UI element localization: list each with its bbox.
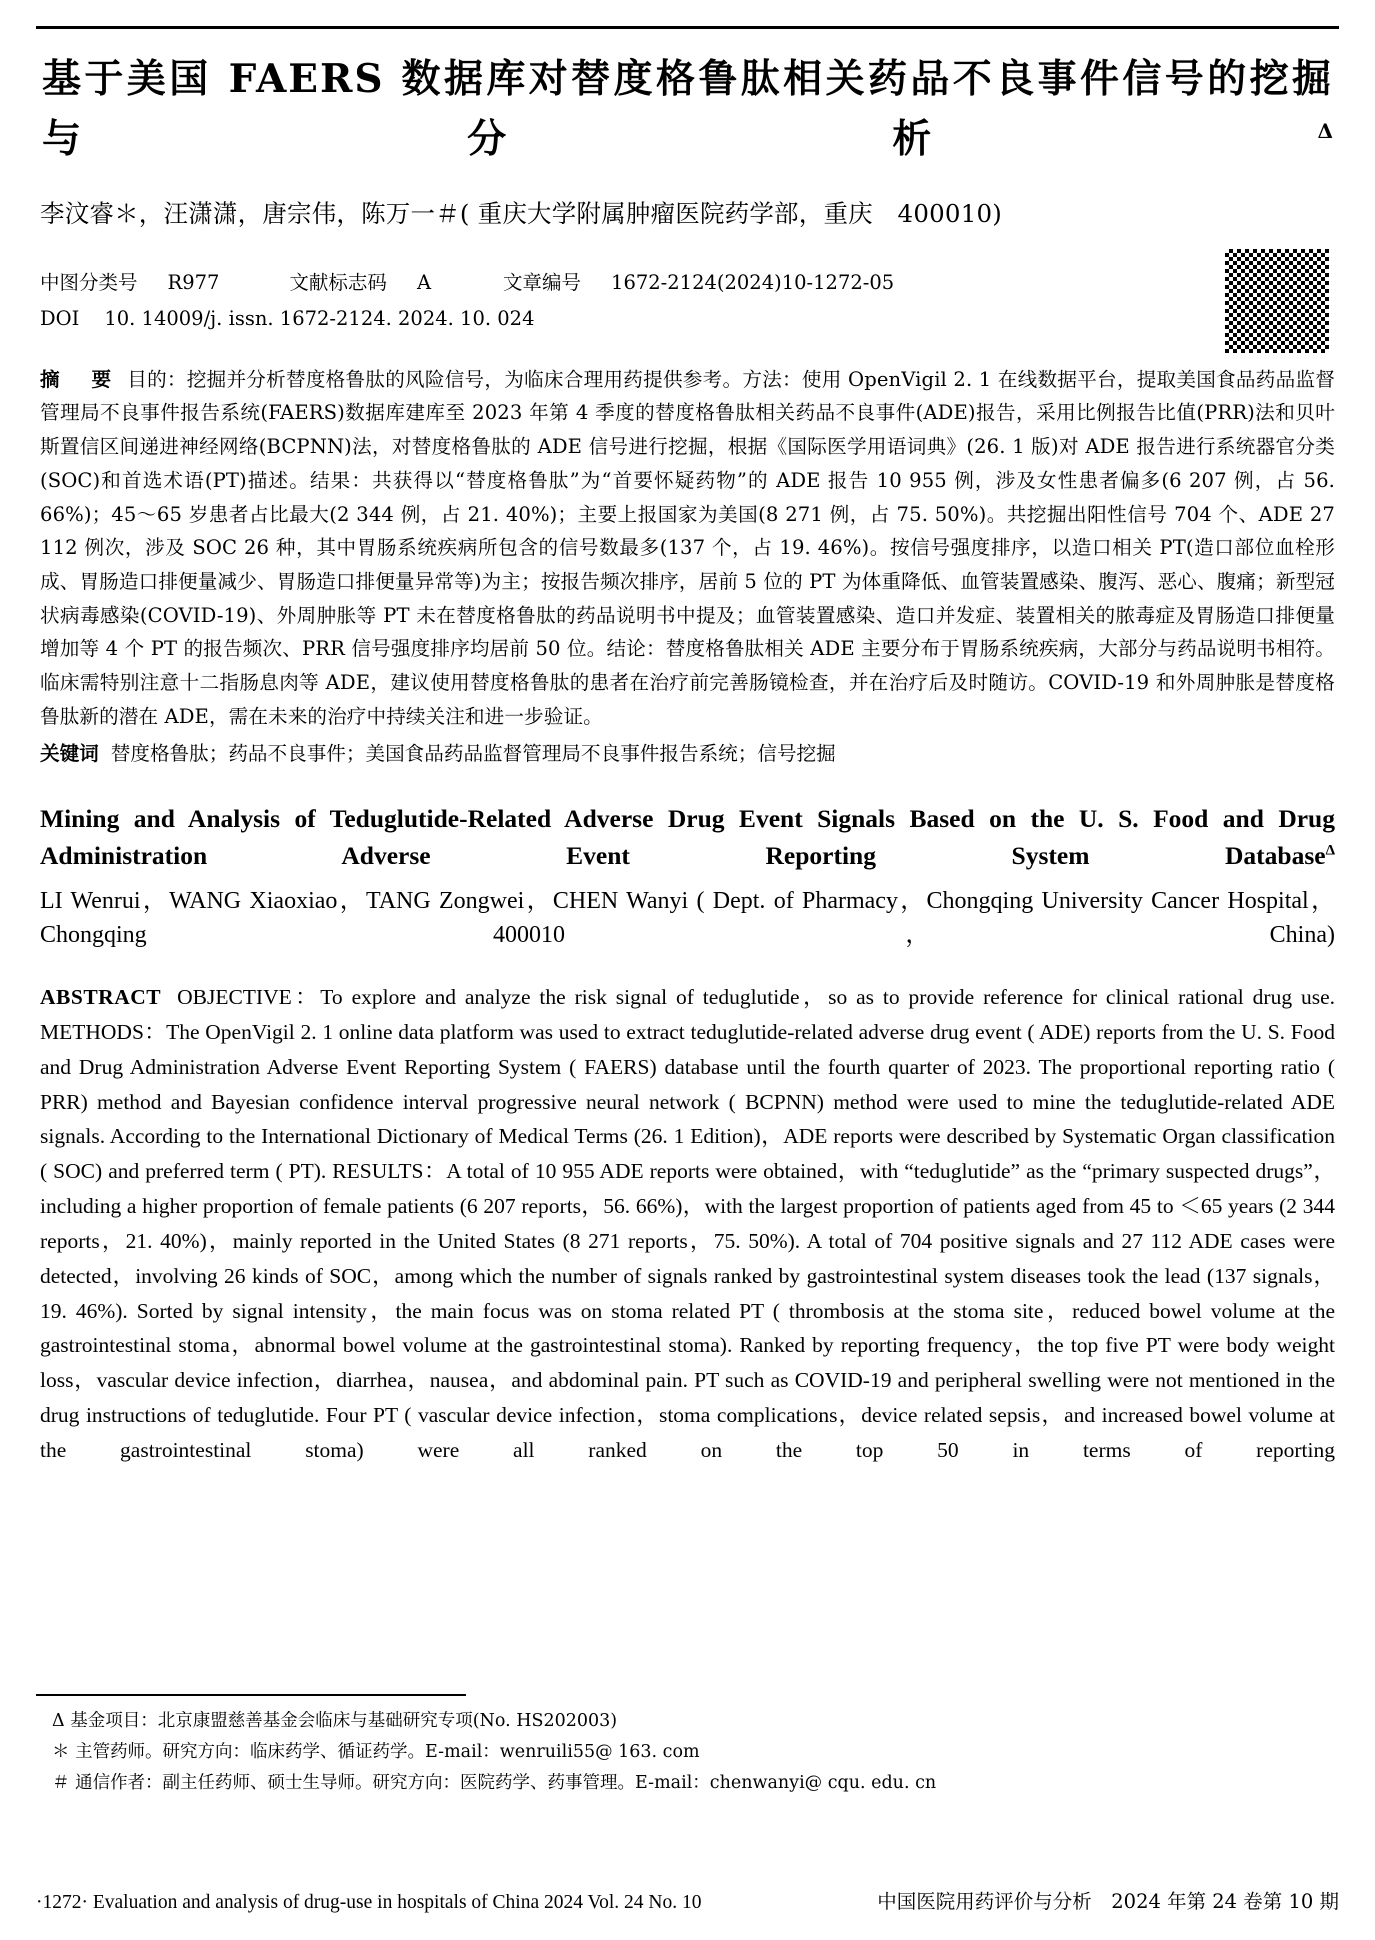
page-title-chinese [40, 49, 1335, 170]
footer-journal-english: ·1272· Evaluation and analysis of drug-use in hospitals of China 2024 Vol. 24 No. 10 [36, 1892, 702, 1913]
document-code-label: 文献标志码 [289, 270, 387, 294]
authors-chinese: 李汶睿＊，汪潇潇，唐宗伟，陈万一＃( 重庆大学附属肿瘤医院药学部，重庆 400010) [40, 198, 1003, 228]
abstract-chinese [40, 363, 1335, 734]
top-rule [36, 26, 1339, 29]
clc-label: 中图分类号 [40, 270, 138, 294]
abstract-chinese-text: 目的：挖掘并分析替度格鲁肽的风险信号，为临床合理用药提供参考。方法：使用 OpenVigil 2. 1 在线数据平台，提取美国食品药品监督管理局不良事件报告系统(FAERS)数据库建库至 2023 年第 4 季度的替度格鲁肽相关药品不良事件(ADE)报告，采用比例报告比值(PRR)法和贝叶斯置信区间递进神经网络(BCPNN)法，对替度格鲁肽的 ADE 信号进行挖掘，根据《国际医学用语词典》(26. 1 版)对 ADE 报告进行系统器官分类(SOC)和首选术语(PT)描述。结果：共获得以“替度格鲁肽”为“首要怀疑药物”的 ADE 报告 10 955 例，涉及女性患者偏多(6 207 例，占 56. 66%)；45～65 岁患者占比最大(2 344 例，占 21. 40%)；主要上报国家为美国(8 271 例，占 75. 50%)。共挖掘出阳性信号 704 个、ADE 27 112 例次，涉及 SOC 26 种，其中胃肠系统疾病所包含的信号数最多(137 个，占 19. 46%)。按信号强度排序，以造口相关 PT(造口部位血栓形成、胃肠造口排便量减少、胃肠造口排便量异常等)为主；按报告频次排序，居前 5 位的 PT 为体重降低、血管装置感染、腹泻、恶心、腹痛；新型冠状病毒感染(COVID-19)、外周肿胀等 PT 未在替度格鲁肽的药品说明书中提及；血管装置感染、造口并发症、装置相关的脓毒症及胃肠造口排便量增加等 4 个 PT 的报告频次、PRR 信号强度排序均居前 50 位。结论：替度格鲁肽相关 ADE 主要分布于胃肠系统疾病，大部分与药品说明书相符。临床需特别注意十二指肠息肉等 ADE，建议使用替度格鲁肽的患者在治疗前完善肠镜检查，并在治疗后及时随访。COVID-19 和外周肿胀是替度格鲁肽新的潜在 ADE，需在未来的治疗中持续关注和进一步验证。 [40, 367, 1335, 728]
footnote-funding: Δ 基金项目：北京康盟慈善基金会临床与基础研究专项(No. HS202003) [52, 1711, 618, 1731]
footnote-corresponding-author: ＃ 通信作者：副主任药师、硕士生导师。研究方向：医院药学、药事管理。E-mail：chenwanyi@ cqu. edu. cn [52, 1773, 937, 1794]
document-code-value: A [416, 270, 432, 294]
authors-english: LI Wenrui，WANG Xiaoxiao，TANG Zongwei，CHEN Wanyi ( Dept. of Pharmacy，Chongqing University Cancer Hospital，Chongqing 400010，China) [40, 887, 1335, 948]
doi-value: 10. 14009/j. issn. 1672-2124. 2024. 10. 024 [104, 306, 535, 330]
title-english-text: Mining and Analysis of Teduglutide-Related Adverse Drug Event Signals Based on the U. S. Food and Drug Administration Adverse Event Reporting System Database [40, 804, 1335, 870]
article-id-value: 1672-2124(2024)10-1272-05 [611, 270, 895, 294]
keywords-chinese [40, 737, 1335, 771]
metadata-line-2 [40, 301, 1335, 337]
abstract-english [40, 980, 1335, 1468]
metadata-block [40, 265, 1335, 337]
article-id-label: 文章编号 [503, 270, 582, 294]
title-chinese-footnote-mark: Δ [1317, 119, 1333, 144]
qr-code[interactable] [1223, 247, 1331, 355]
keywords-chinese-label: 关键词 [40, 742, 99, 766]
page-title-english [40, 801, 1335, 875]
abstract-english-text: OBJECTIVE：To explore and analyze the risk signal of teduglutide，so as to provide reference for clinical rational drug use. METHODS：The OpenVigil 2. 1 online data platform was used to extract teduglutide-related adverse drug event ( ADE) reports from the U. S. Food and Drug Administration Adverse Event Reporting System ( FAERS) database until the fourth quarter of 2023. The proportional reporting ratio ( PRR) method and Bayesian confidence interval progressive neural network ( BCPNN) method were used to mine the teduglutide-related ADE signals. According to the International Dictionary of Medical Terms (26. 1 Edition)，ADE reports were described by Systematic Organ classification ( SOC) and preferred term ( PT). RESULTS：A total of 10 955 ADE reports were obtained，with “teduglutide” as the “primary suspected drugs”，including a higher proportion of female patients (6 207 reports，56. 66%)，with the largest proportion of patients aged from 45 to ＜65 years (2 344 reports，21. 40%)，mainly reported in the United States (8 271 reports，75. 50%). A total of 704 positive signals and 27 112 ADE cases were detected，involving 26 kinds of SOC，among which the number of signals ranked by gastrointestinal system diseases took the lead (137 signals，19. 46%). Sorted by signal intensity，the main focus was on stoma related PT ( thrombosis at the stoma site，reduced bowel volume at the gastrointestinal stoma，abnormal bowel volume at the gastrointestinal stoma). Ranked by reporting frequency，the top five PT were body weight loss，vascular device infection，diarrhea，nausea，and abdominal pain. PT such as COVID-19 and peripheral swelling were not mentioned in the drug instructions of teduglutide. Four PT ( vascular device infection，stoma complications，device related sepsis，and increased bowel volume at the gastrointestinal stoma) were all ranked on the top 50 in terms of reporting [40, 985, 1335, 1462]
footer-journal-chinese: 中国医院用药评价与分析 2024 年第 24 卷第 10 期 [877, 1890, 1339, 1913]
abstract-chinese-label: 摘 要 [40, 367, 118, 391]
keywords-chinese-text: 替度格鲁肽；药品不良事件；美国食品药品监督管理局不良事件报告系统；信号挖掘 [110, 742, 836, 766]
clc-value: R977 [167, 270, 220, 294]
doi-label: DOI [40, 306, 80, 330]
title-chinese-text: 基于美国 FAERS 数据库对替度格鲁肽相关药品不良事件信号的挖掘与分析 [42, 56, 1333, 163]
page-footer [36, 1886, 1339, 1914]
footnotes [52, 1706, 1342, 1799]
metadata-line-1 [40, 265, 1335, 301]
title-english-footnote-mark: Δ [1325, 842, 1335, 859]
footnote-divider [36, 1694, 466, 1696]
abstract-english-label: ABSTRACT [40, 985, 162, 1010]
footnote-first-author: ＊ 主管药师。研究方向：临床药学、循证药学。E-mail：wenruili55@ 163. com [52, 1742, 700, 1763]
